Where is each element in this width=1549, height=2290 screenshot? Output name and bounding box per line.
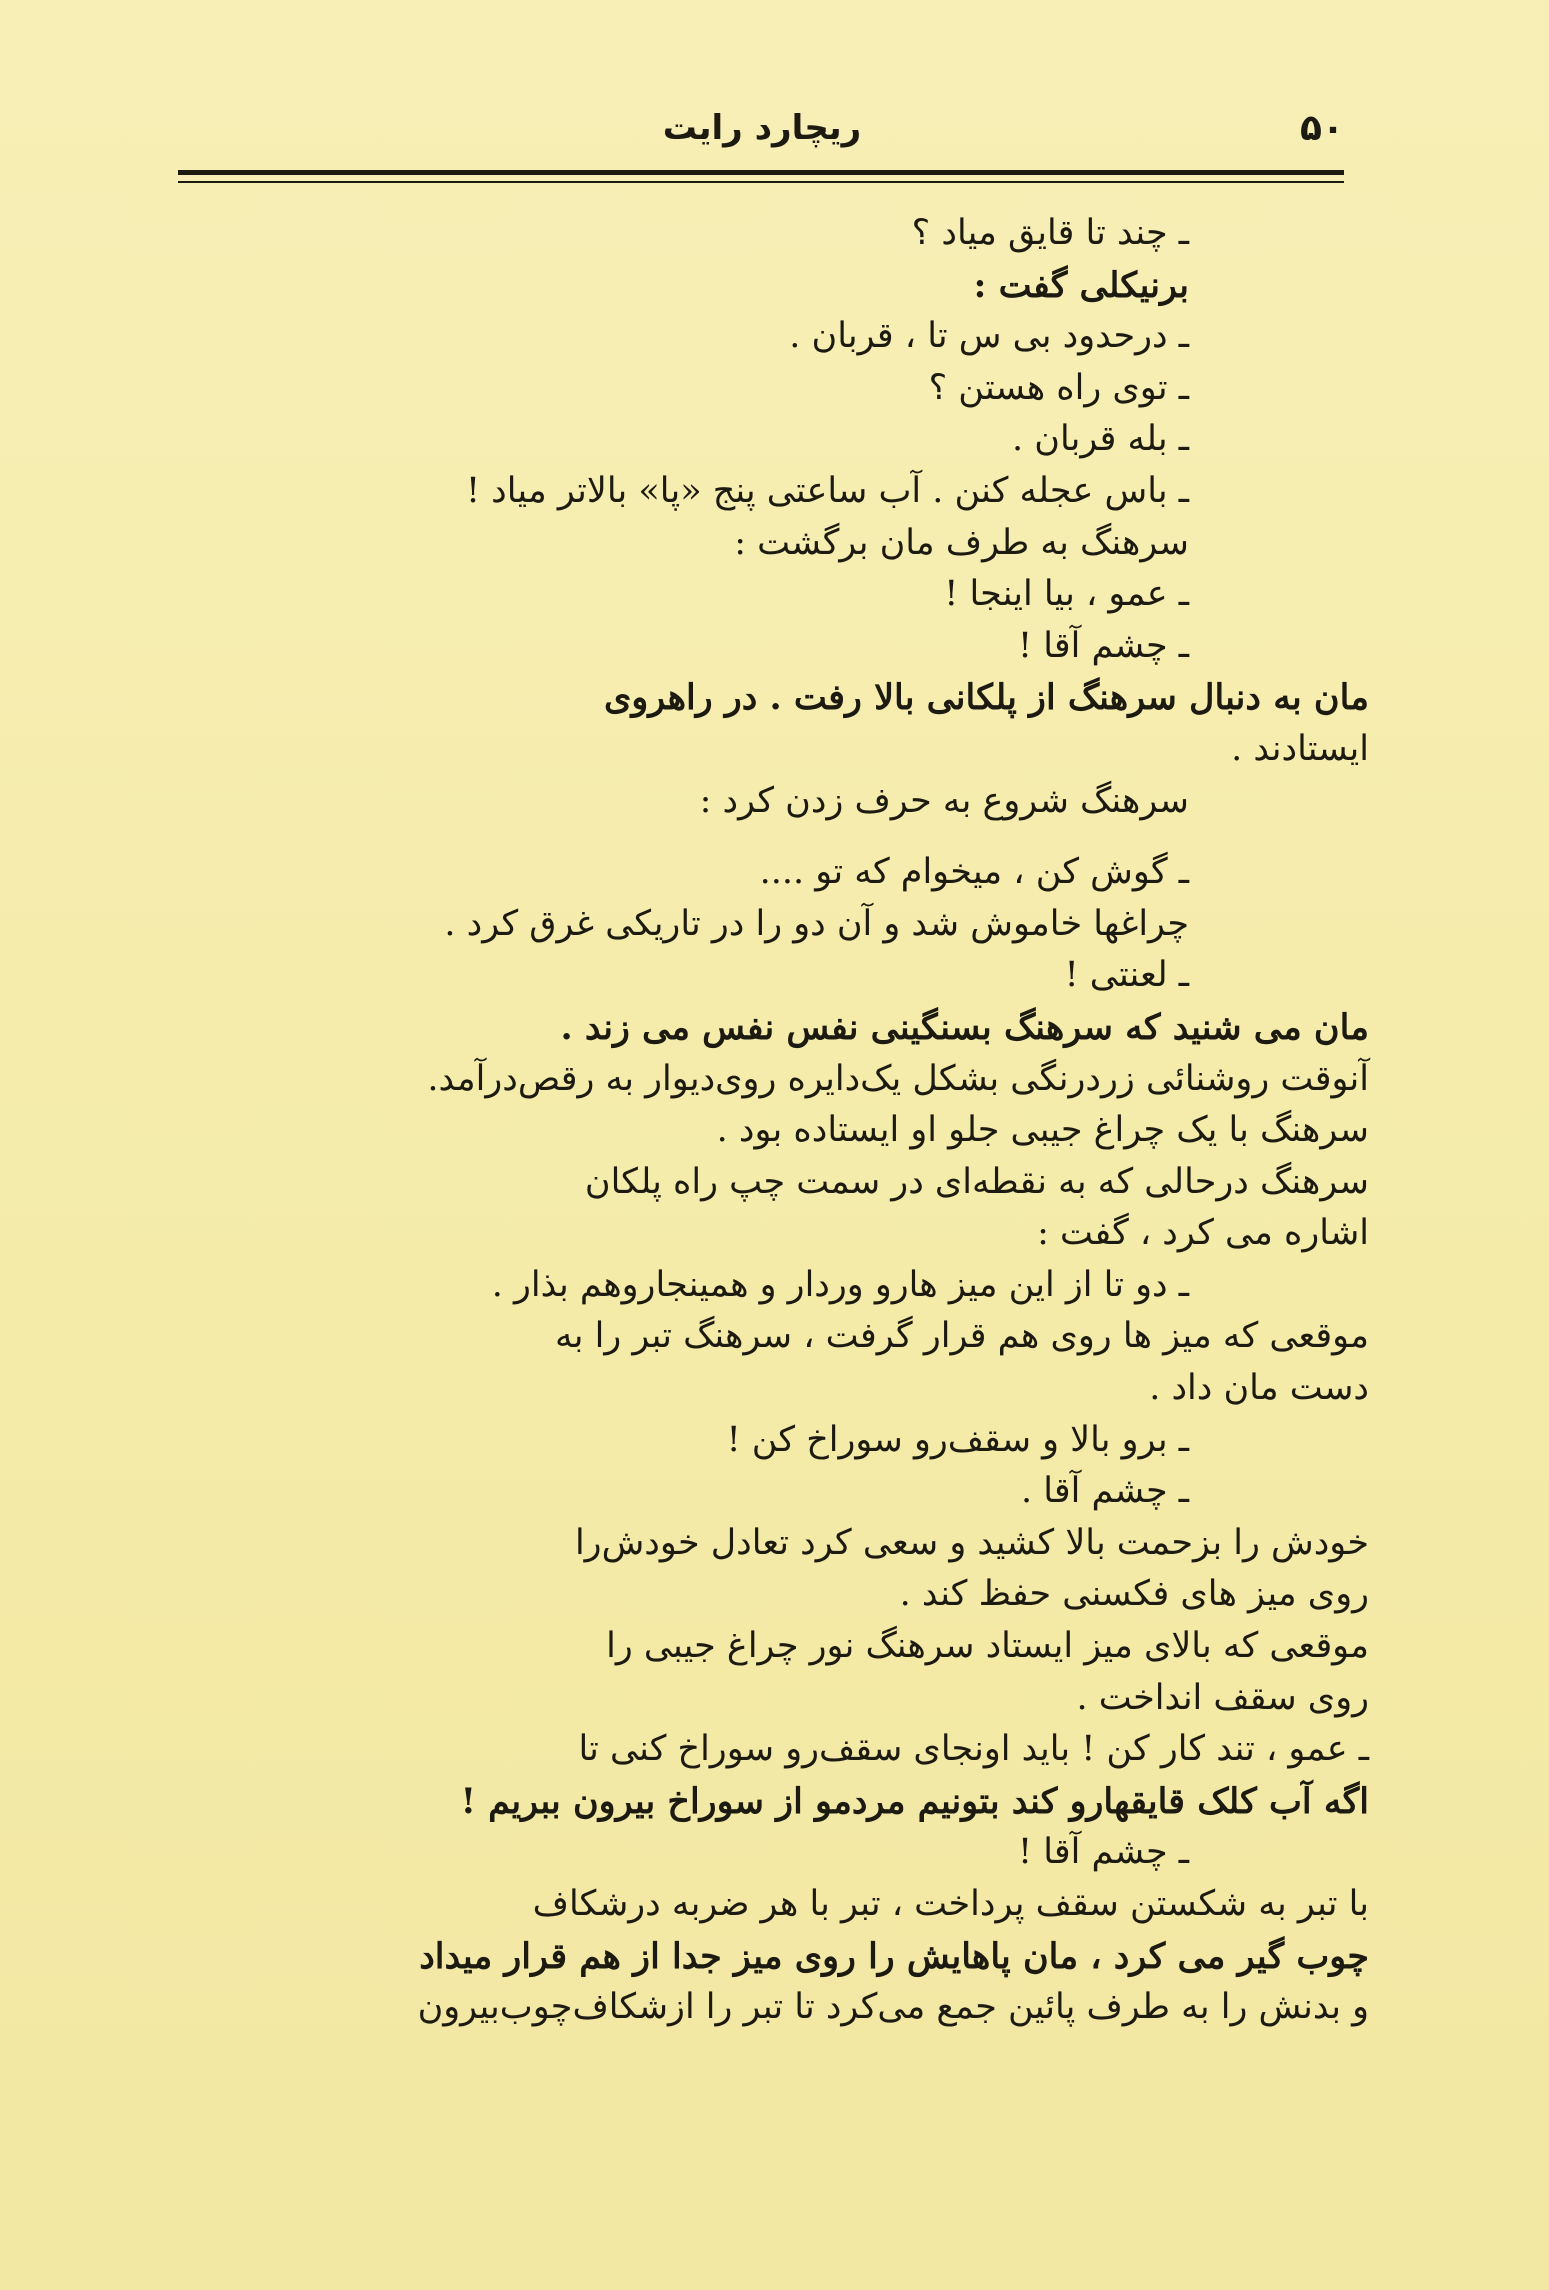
text-line: دست مان داد . [1149, 1368, 1369, 1409]
text-line: آنوقت روشنائی زردرنگی بشکل یک‌دایره روی‌دیوار به رقص‌درآمد. [427, 1058, 1369, 1099]
text-line: سرهنگ به طرف مان برگشت : [734, 522, 1189, 563]
text-line: چوب گیر می کرد ، مان پاهایش را روی میز جدا از هم قرار میداد [419, 1935, 1369, 1977]
text-line: مان به دنبال سرهنگ از پلکانی بالا رفت . در راهروی [603, 677, 1369, 719]
text-line: ـ عمو ، بیا اینجا ! [944, 574, 1189, 615]
running-title: ریچارد رایت [662, 108, 862, 148]
text-line: ـ عمو ، تند کار کن ! باید اونجای سقف‌رو سوراخ کنی تا [578, 1729, 1369, 1770]
text-line: ـ دو تا از این میز هارو وردار و همینجاروهم بذار . [491, 1264, 1189, 1305]
text-line: برنیکلی گفت : [973, 264, 1189, 306]
text-line: ـ چشم آقا ! [1018, 1832, 1189, 1873]
paragraph-gap [160, 827, 1189, 847]
text-line: ـ چشم آقا . [1020, 1471, 1189, 1512]
text-line: اگه آب کلک قایقهارو کند بتونیم مردمو از سوراخ بیرون ببریم ! [460, 1780, 1369, 1822]
text-line: خودش را بزحمت بالا کشید و سعی کرد تعادل خودش‌را [574, 1522, 1369, 1563]
text-line: ـ چند تا قایق میاد ؟ [911, 213, 1189, 253]
text-line: با تبر به شکستن سقف پرداخت ، تبر با هر ضربه درشکاف [532, 1884, 1369, 1924]
text-line: موقعی که میز ها روی هم قرار گرفت ، سرهنگ تبر را به [554, 1316, 1369, 1357]
header-rule-thick [178, 170, 1344, 175]
text-line: ـ برو بالا و سقف‌رو سوراخ کن ! [726, 1419, 1189, 1460]
text-line: ـ لعنتی ! [1064, 955, 1189, 996]
page-number: ۵۰ [1300, 108, 1344, 149]
header-rule-thin [178, 181, 1344, 183]
text-line: روی میز های فکسنی حفظ کند . [899, 1574, 1369, 1615]
text-line: ـ گوش کن ، میخوام که تو .... [759, 852, 1189, 893]
text-line: ـ توی راه هستن ؟ [928, 367, 1189, 408]
text-line: روی سقف انداخت . [1076, 1677, 1369, 1718]
text-line: و بدنش را به طرف پائین جمع می‌کرد تا تبر را ازشکاف‌چوب‌بیرون [417, 1987, 1369, 2028]
text-line: ایستادند . [1231, 728, 1369, 769]
body-text [160, 208, 1369, 2034]
text-line: مان می شنید که سرهنگ بسنگینی نفس نفس می زند . [560, 1006, 1369, 1048]
text-line: سرهنگ شروع به حرف زدن کرد : [699, 780, 1189, 821]
text-line: ـ درحدود بی س تا ، قربان . [789, 316, 1189, 357]
text-line: اشاره می کرد ، گفت : [1037, 1213, 1369, 1254]
text-line: ـ باس عجله کنن . آب ساعتی پنج «پا» بالاتر میاد ! [465, 470, 1189, 511]
text-line: سرهنگ درحالی که به نقطه‌ای در سمت چپ راه پلکان [584, 1161, 1369, 1202]
text-line: ـ بله قربان . [1012, 419, 1189, 460]
text-line: سرهنگ با یک چراغ جیبی جلو او ایستاده بود . [716, 1110, 1369, 1151]
text-line: ـ چشم آقا ! [1018, 625, 1189, 666]
text-line: موقعی که بالای میز ایستاد سرهنگ نور چراغ جیبی را [606, 1626, 1369, 1667]
page-header [180, 108, 1344, 160]
text-line: چراغها خاموش شد و آن دو را در تاریکی غرق کرد . [444, 903, 1189, 944]
